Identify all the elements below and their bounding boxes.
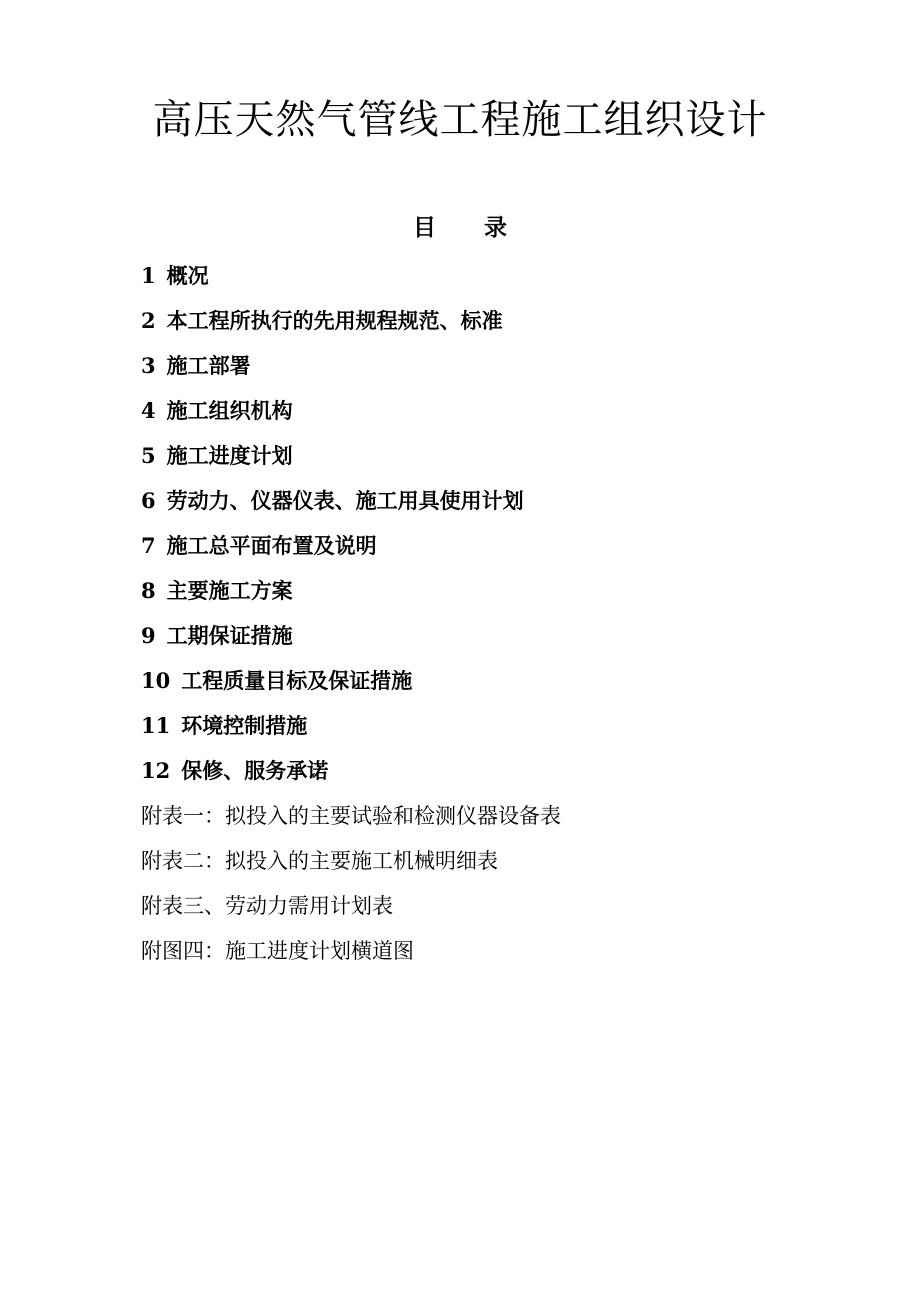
toc-item-number: 11 xyxy=(141,713,171,738)
toc-item-3[interactable] xyxy=(141,349,561,394)
toc-item-number: 4 xyxy=(141,398,156,423)
toc-item-5[interactable] xyxy=(141,439,561,484)
toc-heading-left: 目 xyxy=(413,214,436,241)
toc-item-label: 环境控制措施 xyxy=(181,713,308,738)
toc-item-label: 本工程所执行的先用规程规范、标准 xyxy=(166,308,503,333)
toc-item-12[interactable] xyxy=(141,754,561,799)
toc-item-4[interactable] xyxy=(141,394,561,439)
toc-heading xyxy=(0,212,920,244)
toc-item-label: 主要施工方案 xyxy=(166,578,293,603)
toc-item-label: 施工总平面布置及说明 xyxy=(166,533,377,558)
toc-item-number: 2 xyxy=(141,308,156,333)
toc-appendix-2[interactable]: 附表二：拟投入的主要施工机械明细表 xyxy=(141,849,498,873)
toc-item-number: 12 xyxy=(141,758,171,783)
toc-item-number: 9 xyxy=(141,623,156,648)
toc-item-number: 6 xyxy=(141,488,156,513)
toc-item-label: 劳动力、仪器仪表、施工用具使用计划 xyxy=(166,488,524,513)
toc-appendix-1[interactable]: 附表一：拟投入的主要试验和检测仪器设备表 xyxy=(141,804,561,828)
toc-item-number: 1 xyxy=(141,263,156,288)
toc-item-number: 7 xyxy=(141,533,156,558)
toc-item-11[interactable] xyxy=(141,709,561,754)
toc-list xyxy=(141,259,561,979)
toc-item-label: 概况 xyxy=(166,263,209,288)
toc-item-number: 5 xyxy=(141,443,156,468)
toc-item-10[interactable] xyxy=(141,664,561,709)
toc-item-number: 8 xyxy=(141,578,156,603)
toc-item-number: 10 xyxy=(141,668,171,693)
toc-item-2[interactable] xyxy=(141,304,561,349)
toc-appendix-3[interactable]: 附表三、劳动力需用计划表 xyxy=(141,894,393,918)
toc-item-label: 工程质量目标及保证措施 xyxy=(181,668,413,693)
toc-item-label: 施工部署 xyxy=(166,353,251,378)
toc-item-label: 施工组织机构 xyxy=(166,398,293,423)
toc-item-label: 施工进度计划 xyxy=(166,443,293,468)
toc-item-label: 保修、服务承诺 xyxy=(181,758,329,783)
toc-item-7[interactable] xyxy=(141,529,561,574)
toc-item-8[interactable] xyxy=(141,574,561,619)
toc-item-1[interactable] xyxy=(141,259,561,304)
toc-appendix-4[interactable]: 附图四：施工进度计划横道图 xyxy=(141,939,414,963)
toc-heading-right: 录 xyxy=(484,214,507,241)
toc-item-label: 工期保证措施 xyxy=(166,623,293,648)
document-title: 高压天然气管线工程施工组织设计 xyxy=(152,97,768,143)
toc-item-6[interactable] xyxy=(141,484,561,529)
toc-item-number: 3 xyxy=(141,353,156,378)
toc-item-9[interactable] xyxy=(141,619,561,664)
